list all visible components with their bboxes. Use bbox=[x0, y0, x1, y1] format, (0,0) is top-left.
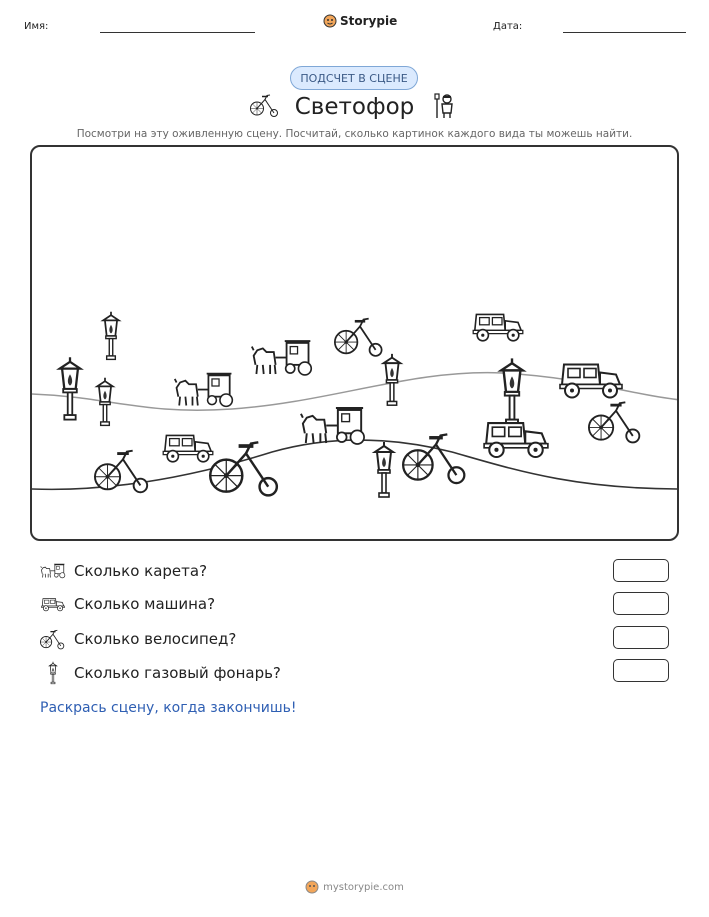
policeman-icon bbox=[432, 93, 458, 119]
car-icon bbox=[163, 435, 213, 461]
gas-lamp-icon bbox=[501, 358, 523, 424]
gas-lamp-icon bbox=[375, 442, 393, 497]
gas-lamp-icon bbox=[40, 661, 66, 685]
footer bbox=[0, 880, 709, 894]
bicycle-icon bbox=[210, 442, 277, 495]
question-row-bicycle bbox=[40, 628, 236, 650]
question-label: Сколько машина? bbox=[74, 595, 216, 613]
instructions-subtitle: Посмотри на эту оживленную сцену. Посчитай, сколько картинок каждого вида ты можешь найти. bbox=[76, 128, 633, 140]
gas-lamp-icon bbox=[97, 378, 113, 426]
storypie-logo-icon bbox=[305, 880, 319, 894]
activity-badge: ПОДСЧЕТ В СЦЕНЕ bbox=[290, 66, 418, 90]
name-label: Имя: bbox=[24, 21, 49, 32]
carriage-icon bbox=[252, 341, 311, 375]
car-icon bbox=[473, 314, 523, 340]
car-icon bbox=[40, 595, 66, 613]
bicycle-icon bbox=[40, 628, 66, 650]
bicycle-icon bbox=[335, 319, 382, 356]
question-label: Сколько газовый фонарь? bbox=[74, 664, 281, 682]
brand-logo bbox=[323, 14, 397, 28]
scene-drawing bbox=[32, 147, 679, 541]
carriage-icon bbox=[40, 562, 66, 580]
answer-box-gas-lamp[interactable] bbox=[613, 659, 669, 682]
footer-url[interactable]: mystorypie.com bbox=[323, 881, 404, 893]
question-row-carriage bbox=[40, 562, 207, 580]
question-label: Сколько велосипед? bbox=[74, 630, 237, 648]
answer-box-car[interactable] bbox=[613, 592, 669, 615]
gas-lamp-icon bbox=[60, 357, 80, 419]
car-icon bbox=[484, 423, 548, 457]
front-road-line bbox=[32, 440, 679, 489]
brand-name: Storypie bbox=[340, 14, 398, 28]
counting-scene bbox=[30, 145, 679, 541]
carriage-icon bbox=[175, 374, 233, 407]
name-line[interactable] bbox=[100, 32, 255, 33]
gas-lamp-icon bbox=[384, 354, 401, 405]
date-label: Дата: bbox=[493, 21, 523, 32]
date-line[interactable] bbox=[563, 32, 686, 33]
question-row-gas-lamp bbox=[40, 661, 281, 685]
question-row-car bbox=[40, 595, 215, 613]
answer-box-carriage[interactable] bbox=[613, 559, 669, 582]
answer-box-bicycle[interactable] bbox=[613, 626, 669, 649]
storypie-logo-icon bbox=[323, 14, 337, 28]
page-title: Светофор bbox=[294, 94, 415, 120]
question-label: Сколько карета? bbox=[74, 562, 208, 580]
car-icon bbox=[560, 365, 622, 398]
bicycle-icon bbox=[589, 402, 639, 442]
coloring-instruction: Раскрась сцену, когда закончишь! bbox=[40, 700, 297, 716]
bicycle-icon bbox=[403, 434, 464, 483]
gas-lamp-icon bbox=[103, 312, 119, 360]
carriage-icon bbox=[301, 408, 364, 444]
